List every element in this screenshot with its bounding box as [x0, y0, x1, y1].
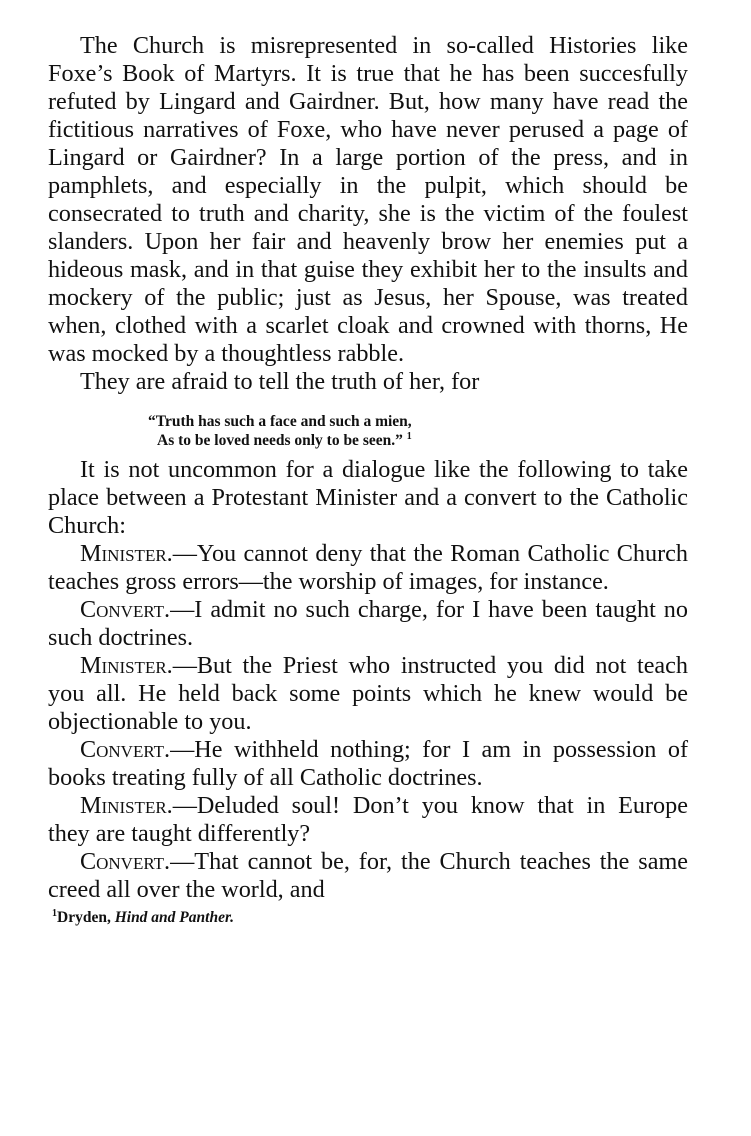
footnote	[48, 908, 688, 927]
speaker-label: Minister.	[80, 540, 173, 567]
book-page	[48, 32, 688, 927]
quote-line-1: “Truth has such a face and such a mien,	[148, 413, 412, 430]
dialogue-line	[48, 540, 688, 596]
paragraph-afraid: They are afraid to tell the truth of her, for	[80, 368, 480, 395]
footnote-work: Hind and Panther.	[114, 909, 235, 926]
speaker-label: Convert.	[80, 848, 171, 875]
speaker-label: Convert.	[80, 736, 171, 763]
paragraph-foxe: The Church is misrepresented in so-called Histories like Foxe’s Book of Martyrs. It is true that he has been succesfully refuted by Lingard and Gairdner. But, how many have read the fictitious narratives of Foxe, who have never perused a page of Lingard or Gairdner? In a large portion of the press, and in pamphlets, and especially in the pulpit, which should be consecrated to truth and charity, she is the victim of the foulest slanders. Upon her fair and heavenly brow her enemies put a hideous mask, and in that guise they exhibit her to the insults and mockery of the public; just as Jesus, her Spouse, was treated when, clothed with a scarlet cloak and crowned with thorns, He was mocked by a thoughtless rabble.	[48, 32, 688, 367]
dialogue-text: —That cannot be, for, the Church teaches the same creed all over the world, and	[48, 848, 688, 903]
dialogue-text: —You cannot deny that the Roman Catholic Church teaches gross errors—the worship of images, for instance.	[48, 540, 688, 595]
dialogue-line	[48, 652, 688, 736]
speaker-label: Minister.	[80, 792, 173, 819]
dialogue-text: —I admit no such charge, for I have been taught no such doctrines.	[48, 596, 688, 651]
speaker-label: Convert.	[80, 596, 171, 623]
footnote-author: Dryden,	[57, 909, 111, 926]
dialogue-text: —He withheld nothing; for I am in possession of books treating fully of all Catholic doctrines.	[48, 736, 688, 791]
quote-line-2: As to be loved needs only to be seen.”	[157, 432, 403, 449]
paragraph-dialogue-intro: It is not uncommon for a dialogue like the following to take place between a Protestant Minister and a convert to the Catholic Church:	[48, 456, 688, 539]
quote-line-2-wrap	[148, 431, 688, 450]
quotation	[148, 412, 688, 450]
speaker-label: Minister.	[80, 652, 173, 679]
dialogue-text: —Deluded soul! Don’t you know that in Europe they are taught differently?	[48, 792, 688, 847]
dialogue-text: —But the Priest who instructed you did not teach you all. He held back some points which he knew would be objectionable to you.	[48, 652, 688, 735]
footnote-marker: 1	[52, 907, 57, 919]
dialogue-line	[48, 792, 688, 848]
dialogue-line	[48, 736, 688, 792]
dialogue-line	[48, 848, 688, 904]
dialogue-line	[48, 596, 688, 652]
footnote-ref: 1	[406, 430, 412, 442]
